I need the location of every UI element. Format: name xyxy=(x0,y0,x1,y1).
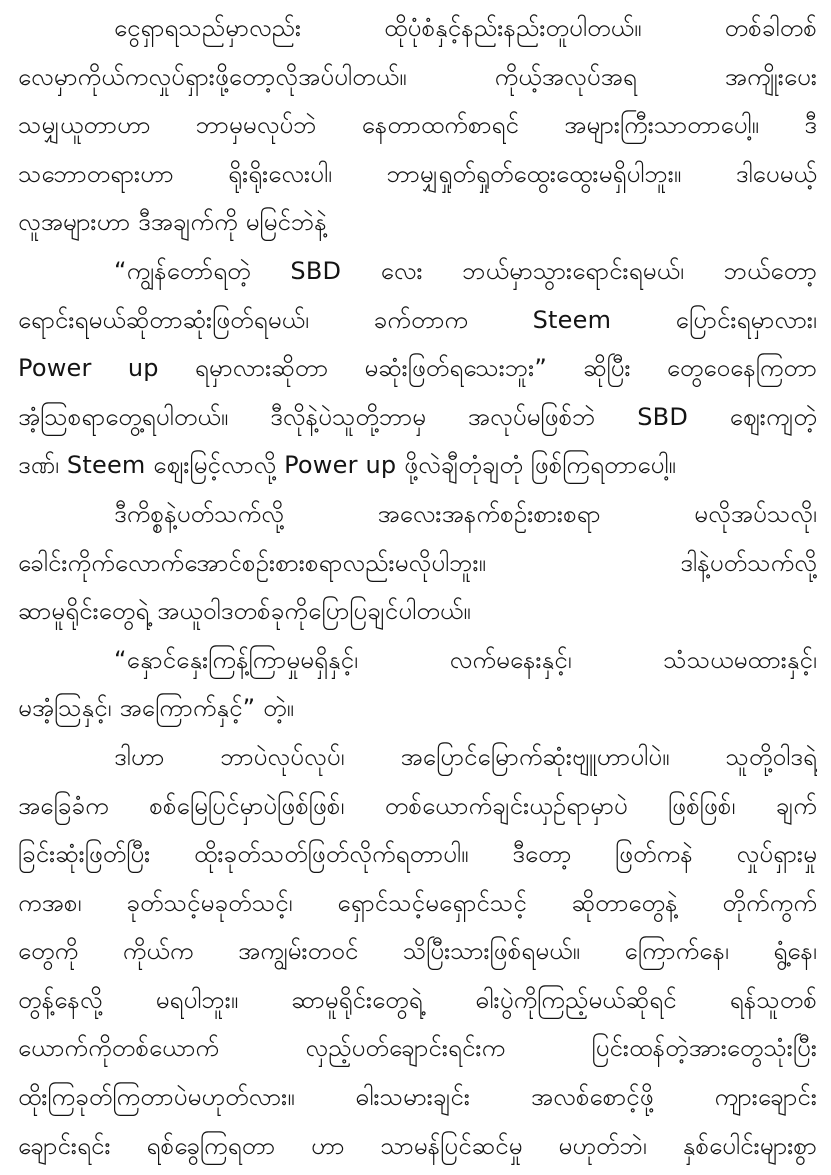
text-line: ထိုးကြခုတ်ကြတာပဲမဟုတ်လား။ ဓါးသမားချင်း အလစ်စောင့်ဖို့ ကျားချောင်း xyxy=(18,1083,817,1112)
text-line: သဘောတရားဟာ ရိုးရိုးလေးပါ၊ ဘာမျှရှုတ်ရှုတ်ထွေးထွေးမရှိပါဘူး။ ဒါပေမယ့် xyxy=(18,159,817,188)
paragraph-samurai-intro xyxy=(18,490,817,636)
text-line: ခေါင်းကိုက်လောက်အောင်စဉ်းစားစရာလည်းမလိုပါဘူး။ ဒါနဲ့ပတ်သက်လို့ xyxy=(18,548,817,577)
text-line: ယောက်ကိုတစ်ယောက် လှည့်ပတ်ချောင်းရင်းက ပြင်းထန်တဲ့အားတွေသုံးပြီး xyxy=(18,1034,817,1063)
text-line: တွန့်နေလို့ မရပါဘူး။ ဆာမူရိုင်းတွေရဲ့ ဓါးပွဲကိုကြည့်မယ်ဆိုရင် ရန်သူတစ် xyxy=(18,985,817,1014)
text-line: ဆာမူရိုင်းတွေရဲ့ အယူဝါဒတစ်ခုကိုပြောပြချင်ပါတယ်။ xyxy=(18,597,471,626)
text-line: အံ့သြစရာတွေ့ရပါတယ်။ ဒီလိုနဲ့ပဲသူတို့ဘာမှ အလုပ်မဖြစ်ဘဲ SBD ဈေးကျတဲ့ xyxy=(18,402,817,431)
text-line: “ကျွန်တော်ရတဲ့ SBD လေး ဘယ်မှာသွားရောင်းရမယ်၊ ဘယ်တော့ xyxy=(114,256,817,285)
paragraph-money-making xyxy=(18,4,817,247)
paragraph-strategy xyxy=(18,733,817,1170)
text-line: ဒဏ်၊ Steem ဈေးမြင့်လာလို့ Power up ဖို့လဲချီတုံချတုံ ဖြစ်ကြရတာပေါ့။ xyxy=(18,451,677,480)
paragraph-samurai-quote xyxy=(18,636,817,733)
text-line: “နှောင်နှေးကြန့်ကြာမှုမရှိနှင့်၊ လက်မနေးနှင့်၊ သံသယမထားနှင့်၊ xyxy=(114,645,817,674)
text-line: ဒါဟာ ဘာပဲလုပ်လုပ်၊ အပြောင်မြောက်ဆုံးဗျူဟာပါပဲ။ သူတို့ဝါဒရဲ့ xyxy=(114,742,817,771)
text-line: ချောင်းရင်း ရစ်ခွေကြရတာ ဟာ သာမန်ပြင်ဆင်မှု မဟုတ်ဘဲ၊ နှစ်ပေါင်းများစွာ xyxy=(18,1131,817,1160)
text-line: ခြင်းဆုံးဖြတ်ပြီး ထိုးခုတ်သတ်ဖြတ်လိုက်ရတာပါ။ ဒီတော့ ဖြတ်ကနဲ လှုပ်ရှားမှု xyxy=(18,840,817,869)
paragraph-sbd-quote xyxy=(18,247,817,490)
text-line: တွေကို ကိုယ်က အကျွမ်းတဝင် သိပြီးသားဖြစ်ရမယ်။ ကြောက်နေ၊ ရွံ့နေ၊ xyxy=(18,937,817,966)
text-line: မအံ့သြနှင့်၊ အကြောက်နှင့်” တဲ့။ xyxy=(18,694,295,723)
text-line: ငွေရှာရသည်မှာလည်း ထိုပုံစံနှင့်နည်းနည်းတူပါတယ်။ တစ်ခါတစ် xyxy=(114,14,817,42)
text-line: သမျှယူတာဟာ ဘာမှမလုပ်ဘဲ နေတာထက်စာရင် အများကြီးသာတာပေါ့။ ဒီ xyxy=(18,111,817,140)
text-line: အခြေခံက စစ်မြေပြင်မှာပဲဖြစ်ဖြစ်၊ တစ်ယောက်ချင်းယှဉ်ရာမှာပဲ ဖြစ်ဖြစ်၊ ချက် xyxy=(18,791,817,820)
text-line: Power up ရမှာလားဆိုတာ မဆုံးဖြတ်ရသေးဘူး” ဆိုပြီး တွေဝေနေကြတာ xyxy=(18,354,817,383)
text-line: ကအစ၊ ခုတ်သင့်မခုတ်သင့်၊ ရှောင်သင့်မရှောင်သင့် ဆိုတာတွေနဲ့ တိုက်ကွက် xyxy=(18,888,817,917)
text-line: ရောင်းရမယ်ဆိုတာဆုံးဖြတ်ရမယ်၊ ခက်တာက Steem ပြောင်းရမှာလား၊ xyxy=(18,305,817,334)
text-line: လေမှာကိုယ်ကလှုပ်ရှားဖို့တော့လိုအပ်ပါတယ်။ ကိုယ့်အလုပ်အရ အကျိုးပေး xyxy=(18,62,817,91)
text-line: ဒီကိစ္စနဲ့ပတ်သက်လို့ အလေးအနက်စဉ်းစားစရာ မလိုအပ်သလို၊ xyxy=(114,499,817,528)
text-line: လူအများဟာ ဒီအချက်ကို မမြင်ဘဲနဲ့ xyxy=(18,208,327,237)
